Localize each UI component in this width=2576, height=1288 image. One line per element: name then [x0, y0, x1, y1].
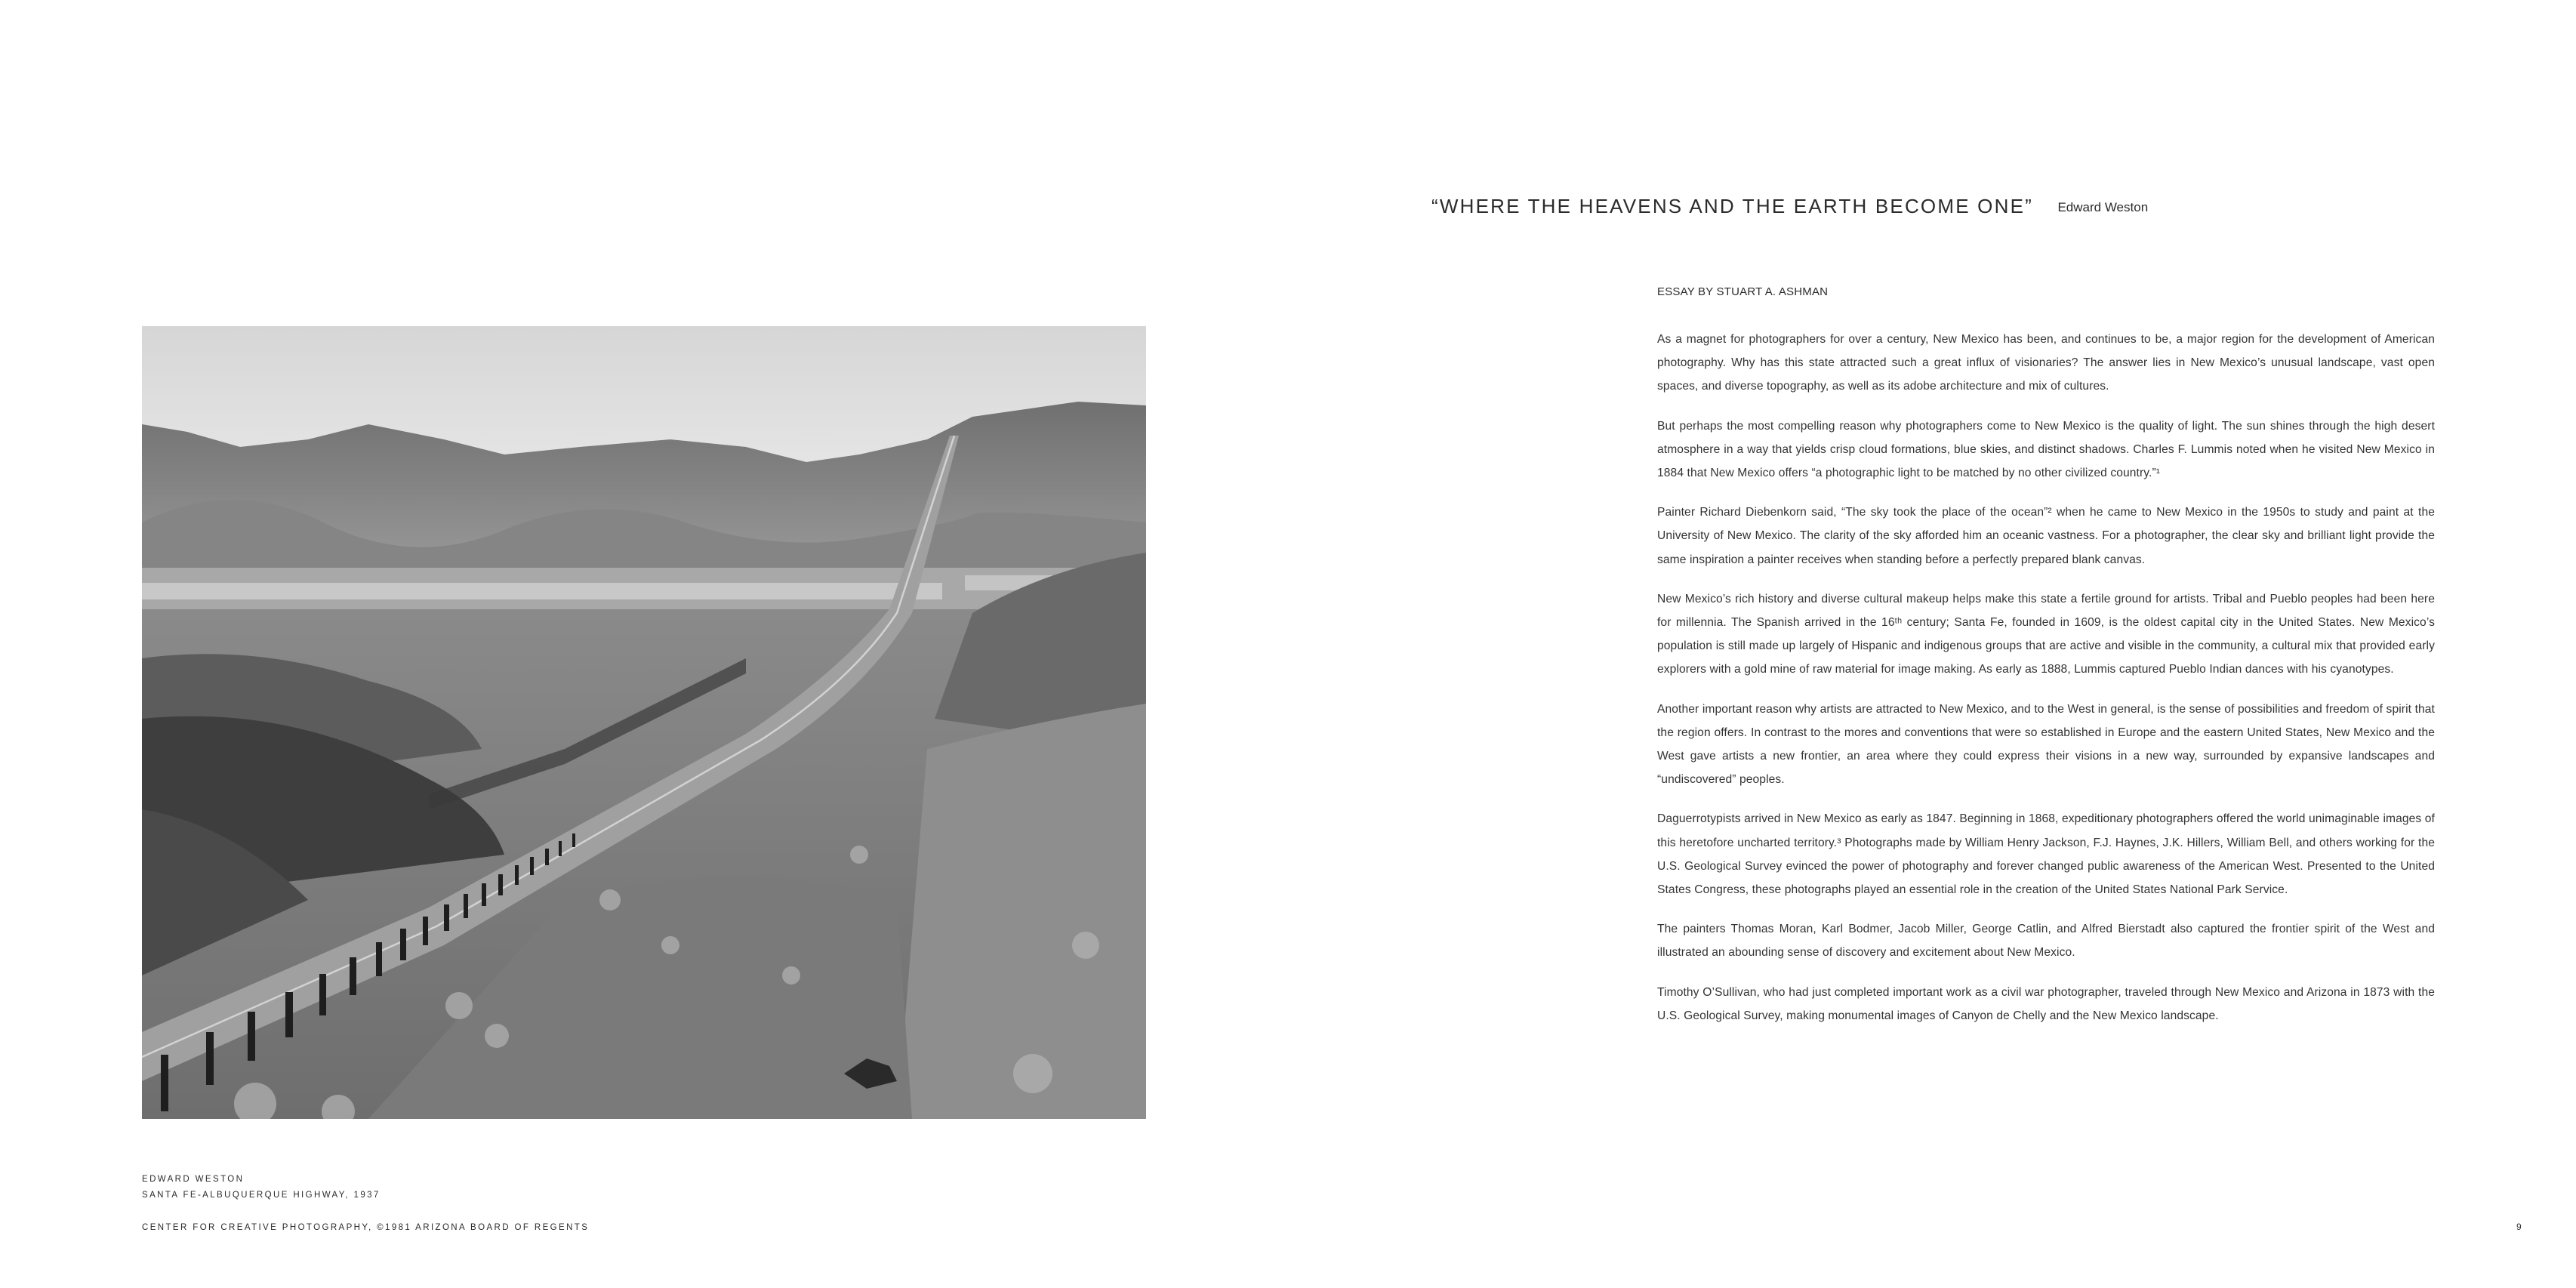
essay-paragraph: Another important reason why artists are attracted to New Mexico, and to the West in general, is the sense of possibilities and freedom of spirit that the region offers. In contrast to the mores and conventions that were so established in Europe and the eastern United States, New Mexico and the West gave artists a new frontier, an area where they could express their visions in a new way, surrounded by expansive landscapes and “undiscovered” peoples.: [1657, 702, 2435, 787]
essay-paragraph: But perhaps the most compelling reason why photographers come to New Mexico is the quality of light. The sun shines through the high desert atmosphere in a way that yields crisp cloud formations, blue skies, and distinct shadows. Charles F. Lummis noted when he visited New Mexico in 1884 that New Mexico offers “a photographic light to be matched by no other civilized country.”¹: [1657, 419, 2435, 480]
quote-author: Edward Weston: [2057, 200, 2149, 214]
essay-paragraph: New Mexico’s rich history and diverse cultural makeup helps make this state a fertile ground for artists. Tribal and Pueblo peoples had been here for millennia. The Spanish arrived in the 16ᵗʰ century; Santa Fe, founded in 1609, is the oldest capital city in the United States. New Mexico’s population is still made up largely of Hispanic and indigenous groups that are active and visible in the community, a cultural mix that provided early explorers with a gold mine of raw material for image making. As early as 1888, Lummis captured Pueblo Indian dances with his cyanotypes.: [1657, 592, 2435, 676]
essay-paragraph: As a magnet for photographers for over a century, New Mexico has been, and continues to be, a major region for the development of American photography. Why has this state attracted such a great influx of visionaries? The answer lies in New Mexico’s unusual landscape, vast open spaces, and diverse topography, as well as its adobe architecture and mix of cultures.: [1657, 333, 2435, 393]
essay-title: “WHERE THE HEAVENS AND THE EARTH BECOME ONE”: [1431, 195, 2033, 217]
essay-body: [1657, 328, 2435, 1043]
essay-byline: ESSAY BY STUART A. ASHMAN: [1657, 285, 1829, 298]
essay-paragraph: Painter Richard Diebenkorn said, “The sky took the place of the ocean”² when he came to New Mexico in the 1950s to study and paint at the University of New Mexico. The clarity of the sky afforded him an oceanic vastness. For a photographer, the clear sky and brilliant light provide the same inspiration a painter receives when standing before a perfectly prepared blank canvas.: [1657, 506, 2435, 566]
photo-credit: CENTER FOR CREATIVE PHOTOGRAPHY, ©1981 ARIZONA BOARD OF REGENTS: [142, 1223, 590, 1232]
landscape-photograph: [142, 326, 1146, 1119]
photo-title: SANTA FE-ALBUQUERQUE HIGHWAY, 1937: [142, 1191, 381, 1200]
essay-paragraph: Daguerrotypists arrived in New Mexico as early as 1847. Beginning in 1868, expeditionary photographers offered the world unimaginable images of this heretofore uncharted territory.³ Photographs made by William Henry Jackson, F.J. Haynes, J.K. Hillers, William Bell, and others working for the U.S. Geological Survey evinced the power of photography and forever changed public awareness of the American West. Presented to the United States Congress, these photographs played an essential role in the creation of the United States National Park Service.: [1657, 812, 2435, 897]
photo-photographer: EDWARD WESTON: [142, 1175, 245, 1184]
essay-paragraph: The painters Thomas Moran, Karl Bodmer, Jacob Miller, George Catlin, and Alfred Bierstadt also captured the frontier spirit of the West and illustrated an abounding sense of discovery and excitement about New Mexico.: [1657, 923, 2435, 960]
essay-title-row: [1431, 195, 2148, 218]
essay-paragraph: Timothy O’Sullivan, who had just completed important work as a civil war photographer, traveled through New Mexico and Arizona in 1873 with the U.S. Geological Survey, making monumental images of Canyon de Chelly and the New Mexico landscape.: [1657, 985, 2435, 1022]
page-number: 9: [2516, 1222, 2522, 1232]
